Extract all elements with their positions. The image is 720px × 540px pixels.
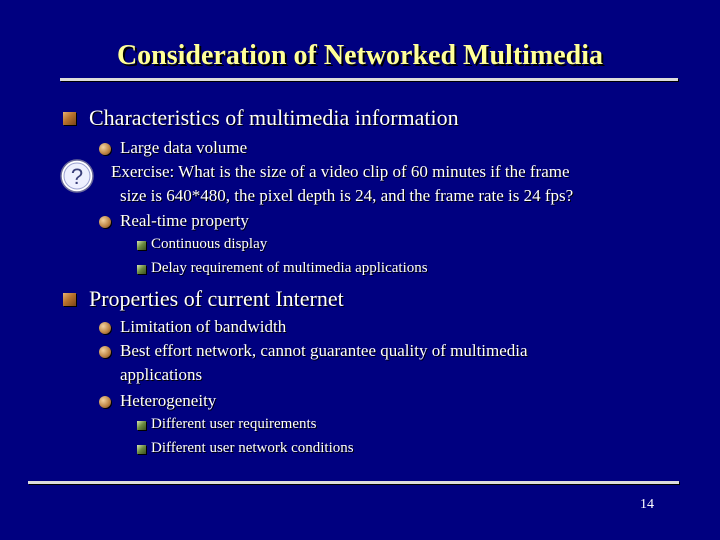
title-divider: [60, 78, 678, 81]
orange-round-bullet-icon: [99, 346, 111, 358]
page-number: 14: [640, 497, 654, 512]
section2-subitem-network-conditions: Different user network conditions: [151, 440, 354, 456]
question-icon: [59, 157, 95, 195]
section2-item-best-effort-line2: applications: [120, 365, 203, 384]
section2-subitem-user-requirements: Different user requirements: [151, 416, 317, 432]
green-square-bullet-icon: [137, 421, 146, 430]
orange-square-bullet-icon: [63, 293, 76, 306]
footer-divider: [28, 481, 679, 484]
section2-item-best-effort-line1: Best effort network, cannot guarantee quality of multimedia: [120, 341, 528, 360]
svg-text:?: ?: [70, 164, 84, 189]
green-square-bullet-icon: [137, 265, 146, 274]
section1-item-large-data: Large data volume: [120, 138, 248, 157]
section1-item-realtime: Real-time property: [120, 211, 249, 230]
section2-item-bandwidth: Limitation of bandwidth: [120, 317, 287, 336]
green-square-bullet-icon: [137, 241, 146, 250]
section1-heading: Characteristics of multimedia information: [89, 105, 459, 130]
orange-square-bullet-icon: [63, 112, 76, 125]
section2-heading: Properties of current Internet: [89, 286, 344, 311]
section1-item-exercise-line2: size is 640*480, the pixel depth is 24, and the frame rate is 24 fps?: [120, 186, 574, 205]
section1-subitem-delay: Delay requirement of multimedia applications: [151, 260, 428, 276]
section1-item-exercise-line1: Exercise: What is the size of a video clip of 60 minutes if the frame: [111, 162, 570, 181]
orange-round-bullet-icon: [99, 216, 111, 228]
orange-round-bullet-icon: [99, 396, 111, 408]
section1-subitem-continuous: Continuous display: [151, 236, 268, 252]
slide-title: Consideration of Networked Multimedia: [116, 40, 604, 71]
orange-round-bullet-icon: [99, 322, 111, 334]
section2-item-heterogeneity: Heterogeneity: [120, 391, 217, 410]
orange-round-bullet-icon: [99, 143, 111, 155]
green-square-bullet-icon: [137, 445, 146, 454]
